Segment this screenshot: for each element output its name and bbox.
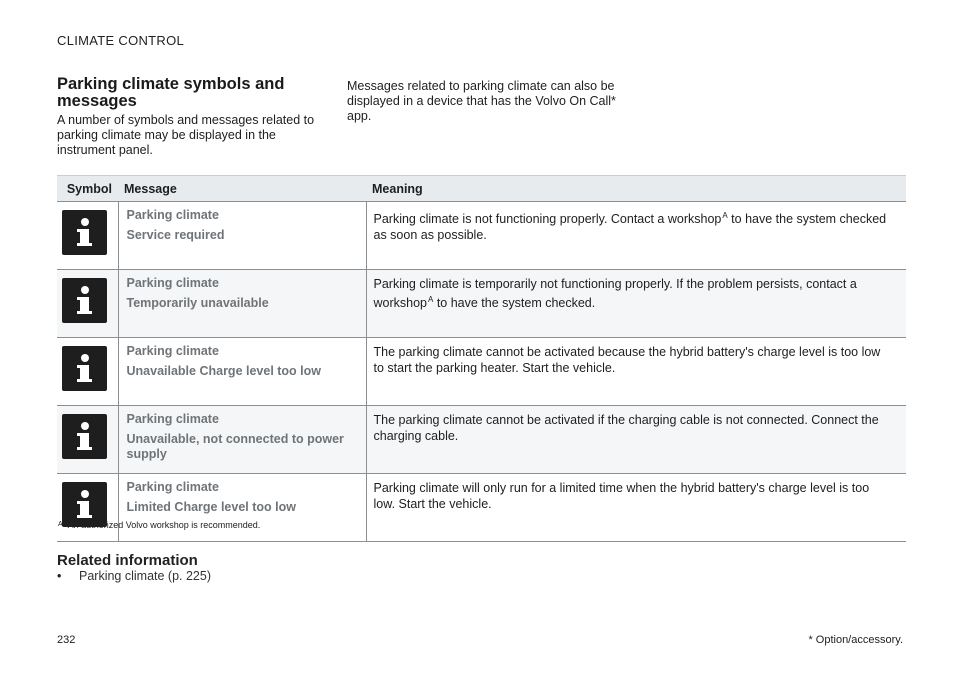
meaning-text: Parking climate is not functioning properly. Contact a workshop$^A$ to have the system checked as soon as possible. — [366, 202, 906, 270]
intro-paragraph: A number of symbols and messages related to parking climate may be displayed in the instrument panel. — [57, 113, 315, 157]
table-header-row — [57, 176, 906, 202]
table-row — [57, 338, 906, 406]
page-number: 232 — [57, 634, 76, 646]
info-icon — [62, 414, 107, 459]
list-item[interactable] — [57, 569, 211, 583]
app-note-paragraph: Messages related to parking climate can also be displayed in a device that has the Volvo On Call* app. — [347, 79, 616, 123]
symbol-column-header: Symbol — [57, 176, 118, 202]
page-title: Parking climate symbols and messages — [57, 75, 285, 110]
table-row — [57, 474, 906, 542]
meaning-text: Parking climate will only run for a limited time when the hybrid battery's charge level is too low. Start the vehicle. — [366, 474, 906, 542]
message-title: Parking climate — [126, 208, 219, 222]
table-row — [57, 202, 906, 270]
table-footnote — [57, 520, 260, 530]
message-column-header: Message — [118, 176, 366, 202]
info-icon — [62, 278, 107, 323]
message-title: Parking climate — [126, 276, 219, 290]
option-accessory-note: * Option/accessory. — [808, 634, 903, 646]
message-subtitle: Unavailable Charge level too low — [126, 364, 322, 378]
symbols-table — [57, 175, 906, 542]
table-row — [57, 406, 906, 474]
section-header: CLIMATE CONTROL — [57, 33, 185, 48]
footnote-marker: A — [58, 521, 63, 528]
message-title: Parking climate — [126, 412, 219, 426]
info-icon — [62, 346, 107, 391]
meaning-text: The parking climate cannot be activated because the hybrid battery's charge level is too low to start the parking heater. Start the vehicle. — [366, 338, 906, 406]
message-title: Parking climate — [126, 344, 219, 358]
parking-climate-link[interactable]: Parking climate (p. 225) — [79, 569, 212, 583]
table-row — [57, 270, 906, 338]
meaning-text: Parking climate is temporarily not functioning properly. If the problem persists, contact a workshop$^A$ to have the system checked. — [366, 270, 906, 338]
footnote-text: An authorized Volvo workshop is recommended. — [67, 520, 261, 530]
message-subtitle: Service required — [126, 228, 225, 242]
info-icon — [62, 210, 107, 255]
meaning-text: The parking climate cannot be activated if the charging cable is not connected. Connect the charging cable. — [366, 406, 906, 474]
message-subtitle: Temporarily unavailable — [126, 296, 269, 310]
message-subtitle: Unavailable, not connected to power supply — [126, 432, 344, 461]
meaning-column-header: Meaning — [366, 176, 906, 202]
bullet: • — [57, 569, 62, 583]
footnote-marker: A — [428, 295, 434, 304]
message-title: Parking climate — [126, 480, 219, 494]
footnote-marker: A — [722, 211, 728, 220]
message-subtitle: Limited Charge level too low — [126, 500, 296, 514]
related-information-heading: Related information — [57, 552, 198, 569]
